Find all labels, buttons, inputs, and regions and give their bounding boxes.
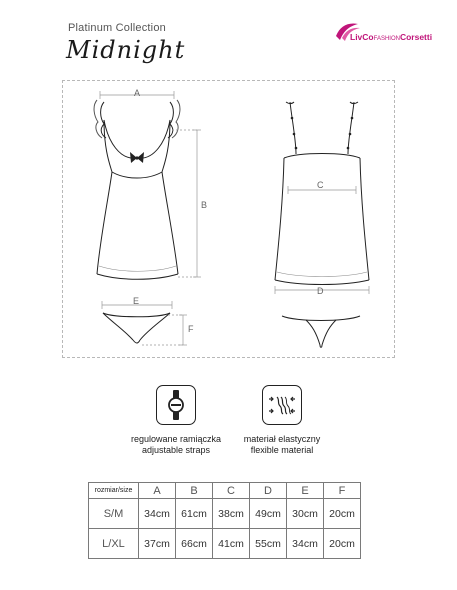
column-e: E (287, 483, 324, 499)
feature-material-en: flexible material (250, 445, 314, 455)
column-c: C (213, 483, 250, 499)
table-cell: 34cm (139, 499, 176, 529)
table-cell: 34cm (287, 529, 324, 559)
product-name: Midnight (66, 36, 186, 64)
table-cell: 49cm (250, 499, 287, 529)
strap-adjuster-icon (156, 385, 196, 425)
table-cell: 38cm (213, 499, 250, 529)
strap-beads-icon (291, 117, 354, 150)
table-cell: 66cm (176, 529, 213, 559)
label-b: B (201, 200, 208, 210)
feature-straps-pl: regulowane ramiączka (130, 434, 222, 444)
back-thong-drawing (282, 316, 360, 347)
feature-straps-en: adjustable straps (141, 445, 211, 455)
table-cell: 20cm (324, 499, 361, 529)
table-cell: 55cm (250, 529, 287, 559)
collection-title: Platinum Collection (68, 22, 166, 34)
size-table-header (89, 483, 361, 499)
column-b: B (176, 483, 213, 499)
bow-icon (130, 152, 144, 163)
column-a: A (139, 483, 176, 499)
table-row (89, 529, 361, 559)
table-cell: 61cm (176, 499, 213, 529)
brand-small: FASHION (373, 36, 400, 42)
front-thong-drawing (103, 313, 170, 343)
table-cell: 30cm (287, 499, 324, 529)
brand-part2: Corsetti (399, 32, 433, 42)
size-name: L/XL (89, 529, 139, 559)
label-f: F (188, 324, 194, 334)
brand-part1: LivCo (350, 32, 374, 42)
feature-material-pl: materiał elastyczny (243, 434, 321, 444)
size-table (88, 482, 361, 559)
table-cell: 20cm (324, 529, 361, 559)
dimension-f-line (142, 315, 187, 345)
table-row (89, 499, 361, 529)
dimension-b-line (172, 130, 201, 277)
table-cell: 37cm (139, 529, 176, 559)
front-chemise-drawing (94, 100, 180, 279)
back-chemise-drawing (275, 102, 369, 285)
column-d: D (250, 483, 287, 499)
label-a: A (134, 88, 141, 98)
size-table-corner: rozmiar/size (89, 483, 139, 499)
label-e: E (133, 296, 140, 306)
size-name: S/M (89, 499, 139, 529)
elastic-material-icon (262, 385, 302, 425)
column-f: F (324, 483, 361, 499)
label-d: D (317, 286, 324, 296)
table-cell: 41cm (213, 529, 250, 559)
label-c: C (317, 180, 324, 190)
